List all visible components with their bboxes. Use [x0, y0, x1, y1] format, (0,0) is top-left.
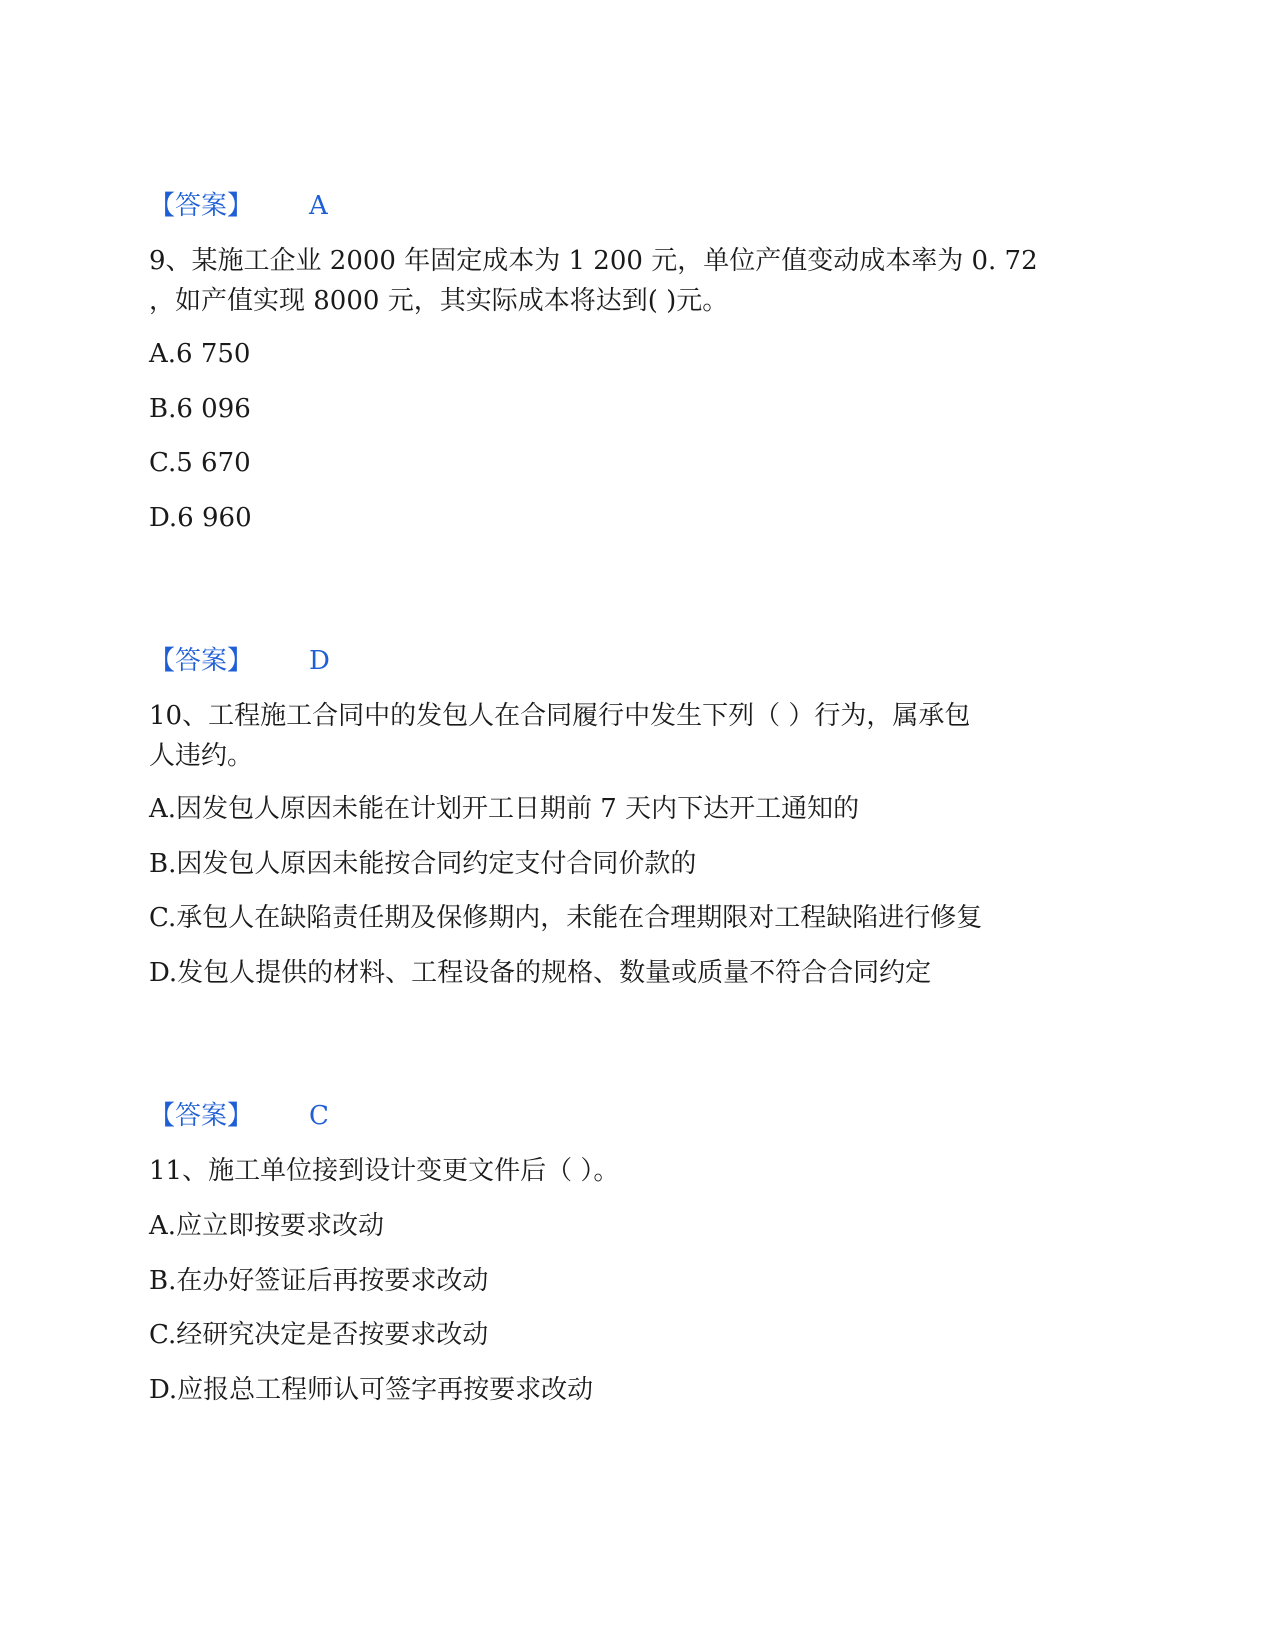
answer-label: 【答案】 — [149, 1101, 254, 1131]
option-c: C.承包人在缺陷责任期及保修期内，未能在合理期限对工程缺陷进行修复 — [149, 903, 983, 933]
question-text: 10、工程施工合同中的发包人在合同履行中发生下列（ ）行为，属承包 — [149, 701, 971, 731]
answer-value: C — [309, 1101, 329, 1131]
option-b: B.在办好签证后再按要求改动 — [149, 1266, 489, 1296]
option-b: B.6 096 — [149, 394, 251, 424]
option-c: C.经研究决定是否按要求改动 — [149, 1320, 489, 1350]
option-a: A.应立即按要求改动 — [149, 1211, 385, 1241]
option-a: A.6 750 — [149, 339, 251, 369]
option-d: D.应报总工程师认可签字再按要求改动 — [149, 1375, 594, 1405]
answer-label: 【答案】 — [149, 191, 254, 221]
option-b: B.因发包人原因未能按合同约定支付合同价款的 — [149, 849, 697, 879]
answer-row — [149, 1099, 549, 1133]
answer-row — [149, 644, 549, 678]
question-text-continued: 人违约。 — [149, 741, 254, 771]
option-d: D.6 960 — [149, 503, 252, 533]
answer-row — [149, 189, 549, 223]
question-text-continued: ，如产值实现 8000 元，其实际成本将达到( )元。 — [149, 286, 729, 316]
question-text: 9、某施工企业 2000 年固定成本为 1 200 元，单位产值变动成本率为 0. 72 — [149, 246, 1038, 276]
option-c: C.5 670 — [149, 448, 251, 478]
option-a: A.因发包人原因未能在计划开工日期前 7 天内下达开工通知的 — [149, 794, 860, 824]
option-d: D.发包人提供的材料、工程设备的规格、数量或质量不符合合同约定 — [149, 958, 932, 988]
question-text: 11、施工单位接到设计变更文件后（ ）。 — [149, 1156, 620, 1186]
answer-label: 【答案】 — [149, 646, 254, 676]
answer-value: A — [309, 191, 328, 221]
answer-value: D — [309, 646, 330, 676]
